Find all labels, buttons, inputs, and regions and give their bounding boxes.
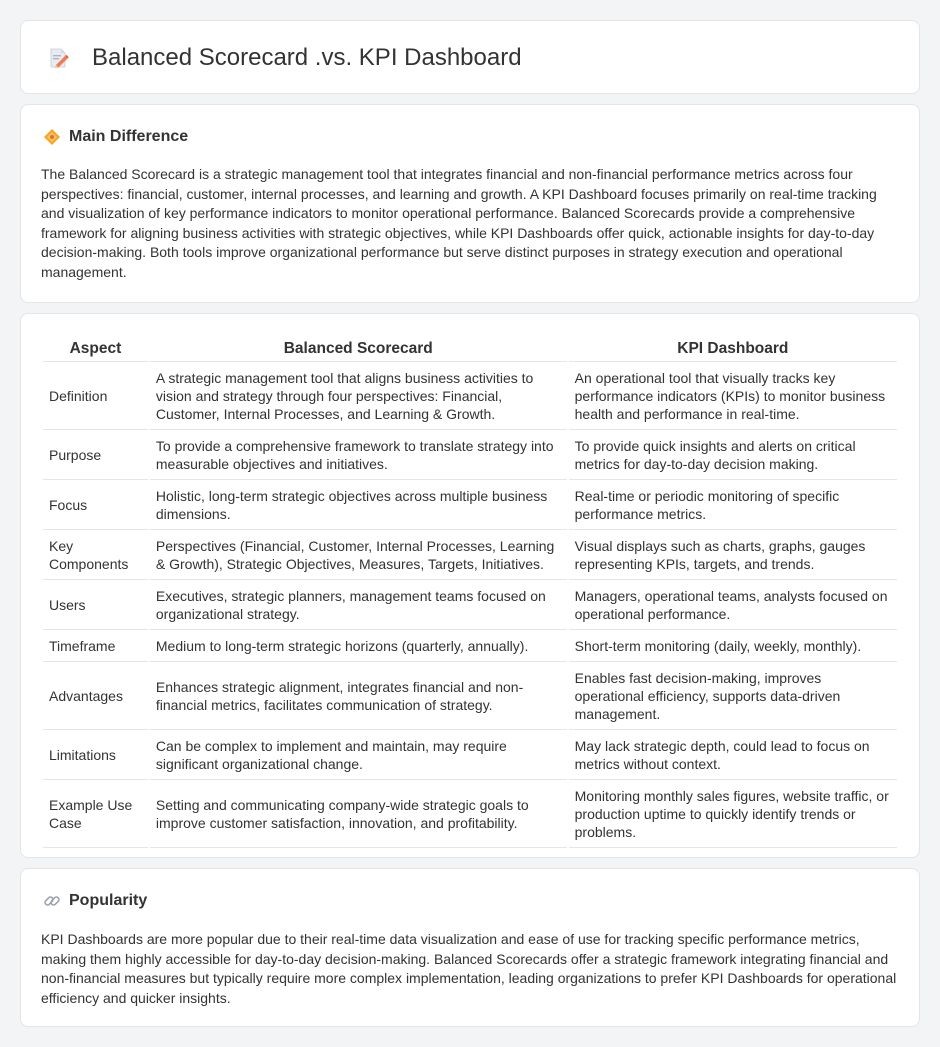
link-icon bbox=[43, 892, 61, 910]
aspect-cell: Limitations bbox=[43, 730, 148, 780]
table-row bbox=[43, 730, 897, 780]
main-difference-text: The Balanced Scorecard is a strategic management tool that integrates financial and non-financial performance metrics across four perspectives: financial, customer, internal processes, and learning and growth. A KPI Dashboard focuses primarily on real-time tracking and visualization of key performance indicators to monitor operational performance. Balanced Scorecards provide a comprehensive framework for aligning business activities with strategic objectives, while KPI Dashboards offer quick, actionable insights for day-to-day decision-making. Both tools improve organizational performance but serve distinct purposes in strategy execution and operational management. bbox=[41, 166, 877, 280]
aspect-cell: Example Use Case bbox=[43, 780, 148, 848]
kpi-dashboard-cell: Visual displays such as charts, graphs, gauges representing KPIs, targets, and trends. bbox=[569, 530, 897, 580]
table-row bbox=[43, 480, 897, 530]
header-card bbox=[20, 20, 920, 94]
balanced-scorecard-cell: Enhances strategic alignment, integrates financial and non-financial metrics, facilitates communication of strategy. bbox=[150, 662, 567, 730]
main-difference-heading bbox=[43, 127, 188, 147]
popularity-heading bbox=[43, 891, 147, 911]
table-row bbox=[43, 430, 897, 480]
comparison-table bbox=[41, 334, 899, 848]
popularity-title: Popularity bbox=[69, 892, 148, 909]
table-row bbox=[43, 780, 897, 848]
aspect-cell: Purpose bbox=[43, 430, 148, 480]
comparison-table-card bbox=[20, 313, 920, 858]
kpi-dashboard-cell: An operational tool that visually tracks key performance indicators (KPIs) to monitor business health and performance in real-time. bbox=[569, 362, 897, 430]
popularity-text: KPI Dashboards are more popular due to their real-time data visualization and ease of use for tracking specific performance metrics, making them highly accessible for day-to-day decision-making. Balanced Scorecards offer a strategic framework integrating financial and non-financial measures but typically require more complex implementation, leading organizations to prefer KPI Dashboards for operational efficiency and quicker insights. bbox=[41, 931, 897, 1006]
page-title: Balanced Scorecard .vs. KPI Dashboard bbox=[92, 44, 522, 71]
kpi-dashboard-cell: Enables fast decision-making, improves operational efficiency, supports data-driven management. bbox=[569, 662, 897, 730]
aspect-cell: Definition bbox=[43, 362, 148, 430]
table-header-row bbox=[43, 334, 897, 362]
balanced-scorecard-cell: Medium to long-term strategic horizons (quarterly, annually). bbox=[150, 630, 567, 662]
aspect-cell: Key Components bbox=[43, 530, 148, 580]
table-row bbox=[43, 580, 897, 630]
balanced-scorecard-cell: Can be complex to implement and maintain, may require significant organizational change. bbox=[150, 730, 567, 780]
balanced-scorecard-cell: Executives, strategic planners, management teams focused on organizational strategy. bbox=[150, 580, 567, 630]
balanced-scorecard-cell: Holistic, long-term strategic objectives across multiple business dimensions. bbox=[150, 480, 567, 530]
kpi-dashboard-cell: Monitoring monthly sales figures, website traffic, or production uptime to quickly identify trends or problems. bbox=[569, 780, 897, 848]
kpi-dashboard-cell: To provide quick insights and alerts on critical metrics for day-to-day decision making. bbox=[569, 430, 897, 480]
document-pencil-icon bbox=[47, 46, 71, 70]
main-difference-title: Main Difference bbox=[69, 128, 189, 145]
kpi-dashboard-cell: Short-term monitoring (daily, weekly, monthly). bbox=[569, 630, 897, 662]
table-row bbox=[43, 662, 897, 730]
diamond-icon bbox=[43, 128, 61, 146]
balanced-scorecard-cell: A strategic management tool that aligns business activities to vision and strategy through four perspectives: Financial, Customer, Internal Processes, and Learning & Growth. bbox=[150, 362, 567, 430]
aspect-cell: Users bbox=[43, 580, 148, 630]
aspect-cell: Advantages bbox=[43, 662, 148, 730]
kpi-dashboard-cell: Managers, operational teams, analysts focused on operational performance. bbox=[569, 580, 897, 630]
header-kpi-dashboard: KPI Dashboard bbox=[569, 334, 897, 362]
table-row bbox=[43, 630, 897, 662]
header-aspect: Aspect bbox=[43, 334, 148, 362]
main-difference-card bbox=[20, 104, 920, 303]
balanced-scorecard-cell: Perspectives (Financial, Customer, Internal Processes, Learning & Growth), Strategic Objectives, Measures, Targets, Initiatives. bbox=[150, 530, 567, 580]
aspect-cell: Timeframe bbox=[43, 630, 148, 662]
kpi-dashboard-cell: Real-time or periodic monitoring of specific performance metrics. bbox=[569, 480, 897, 530]
balanced-scorecard-cell: Setting and communicating company-wide strategic goals to improve customer satisfaction, innovation, and profitability. bbox=[150, 780, 567, 848]
kpi-dashboard-cell: May lack strategic depth, could lead to focus on metrics without context. bbox=[569, 730, 897, 780]
table-row bbox=[43, 530, 897, 580]
table-row bbox=[43, 362, 897, 430]
header-balanced-scorecard: Balanced Scorecard bbox=[150, 334, 567, 362]
popularity-card bbox=[20, 868, 920, 1027]
balanced-scorecard-cell: To provide a comprehensive framework to translate strategy into measurable objectives and initiatives. bbox=[150, 430, 567, 480]
aspect-cell: Focus bbox=[43, 480, 148, 530]
